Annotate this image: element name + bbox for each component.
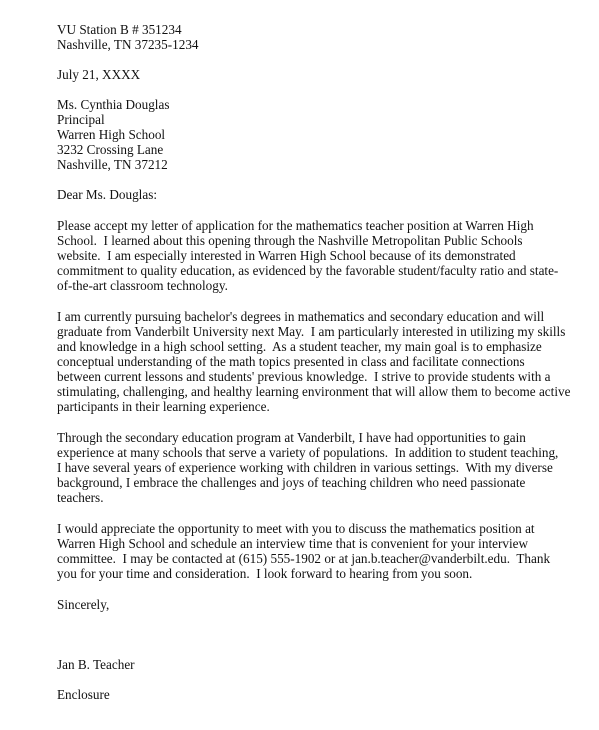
paragraph-line: between current lessons and students' previous knowledge. I strive to provide students with a: [57, 369, 551, 384]
recipient-address: [57, 97, 597, 172]
paragraph-line: conceptual understanding of the math topics presented in class and facilitate connections: [57, 354, 525, 369]
salutation: [57, 187, 597, 202]
sender-address: [57, 22, 597, 52]
paragraph-line: of-the-art classroom technology.: [57, 278, 228, 293]
paragraph-line: participants in their learning experience.: [57, 399, 270, 414]
paragraph-line: you for your time and consideration. I look forward to hearing from you soon.: [57, 566, 473, 581]
paragraph-line: graduate from Vanderbilt University next May. I am particularly interested in utilizing my skills: [57, 324, 566, 339]
paragraph-line: experience at many schools that serve a variety of populations. In addition to student teaching,: [57, 445, 559, 460]
body-paragraph-3: [57, 430, 597, 505]
signature: [57, 657, 597, 672]
body-paragraph-1: [57, 218, 597, 293]
paragraph-line: Please accept my letter of application for the mathematics teacher position at Warren High: [57, 218, 534, 233]
paragraph-line: background, I embrace the challenges and joys of teaching children who need passionate: [57, 475, 526, 490]
salutation-text: Dear Ms. Douglas:: [57, 187, 157, 202]
paragraph-line: School. I learned about this opening through the Nashville Metropolitan Public Schools: [57, 233, 523, 248]
paragraph-line: stimulating, challenging, and healthy learning environment that will allow them to become active: [57, 384, 571, 399]
paragraph-line: I am currently pursuing bachelor's degrees in mathematics and secondary education and will: [57, 309, 545, 324]
paragraph-line: I have several years of experience working with children in various settings. With my diverse: [57, 460, 553, 475]
closing: [57, 597, 597, 612]
sender-address-line: VU Station B # 351234: [57, 22, 182, 37]
body-paragraph-4: [57, 521, 597, 581]
body-paragraph-2: [57, 309, 597, 414]
recipient-organization: Warren High School: [57, 127, 166, 142]
paragraph-line: teachers.: [57, 490, 104, 505]
recipient-street: 3232 Crossing Lane: [57, 142, 164, 157]
paragraph-line: committee. I may be contacted at (615) 555-1902 or at jan.b.teacher@vanderbilt.edu. Thank: [57, 551, 551, 566]
signature-space: [57, 612, 597, 657]
date-text: July 21, XXXX: [57, 67, 141, 82]
paragraph-line: I would appreciate the opportunity to meet with you to discuss the mathematics position at: [57, 521, 535, 536]
paragraph-line: Warren High School and schedule an interview time that is convenient for your interview: [57, 536, 528, 551]
paragraph-line: Through the secondary education program at Vanderbilt, I have had opportunities to gain: [57, 430, 526, 445]
signature-name: Jan B. Teacher: [57, 657, 135, 672]
sender-address-line: Nashville, TN 37235-1234: [57, 37, 199, 52]
paragraph-line: commitment to quality education, as evidenced by the favorable student/faculty ratio and state-: [57, 263, 559, 278]
recipient-city: Nashville, TN 37212: [57, 157, 168, 172]
paragraph-line: website. I am especially interested in Warren High School because of its demonstrated: [57, 248, 516, 263]
recipient-name: Ms. Cynthia Douglas: [57, 97, 170, 112]
letter-date: [57, 67, 597, 82]
letter-page: [57, 22, 597, 702]
enclosure: [57, 687, 597, 702]
paragraph-line: and knowledge in a high school setting. As a student teacher, my main goal is to emphasize: [57, 339, 542, 354]
recipient-title: Principal: [57, 112, 105, 127]
closing-text: Sincerely,: [57, 597, 110, 612]
enclosure-text: Enclosure: [57, 687, 110, 702]
